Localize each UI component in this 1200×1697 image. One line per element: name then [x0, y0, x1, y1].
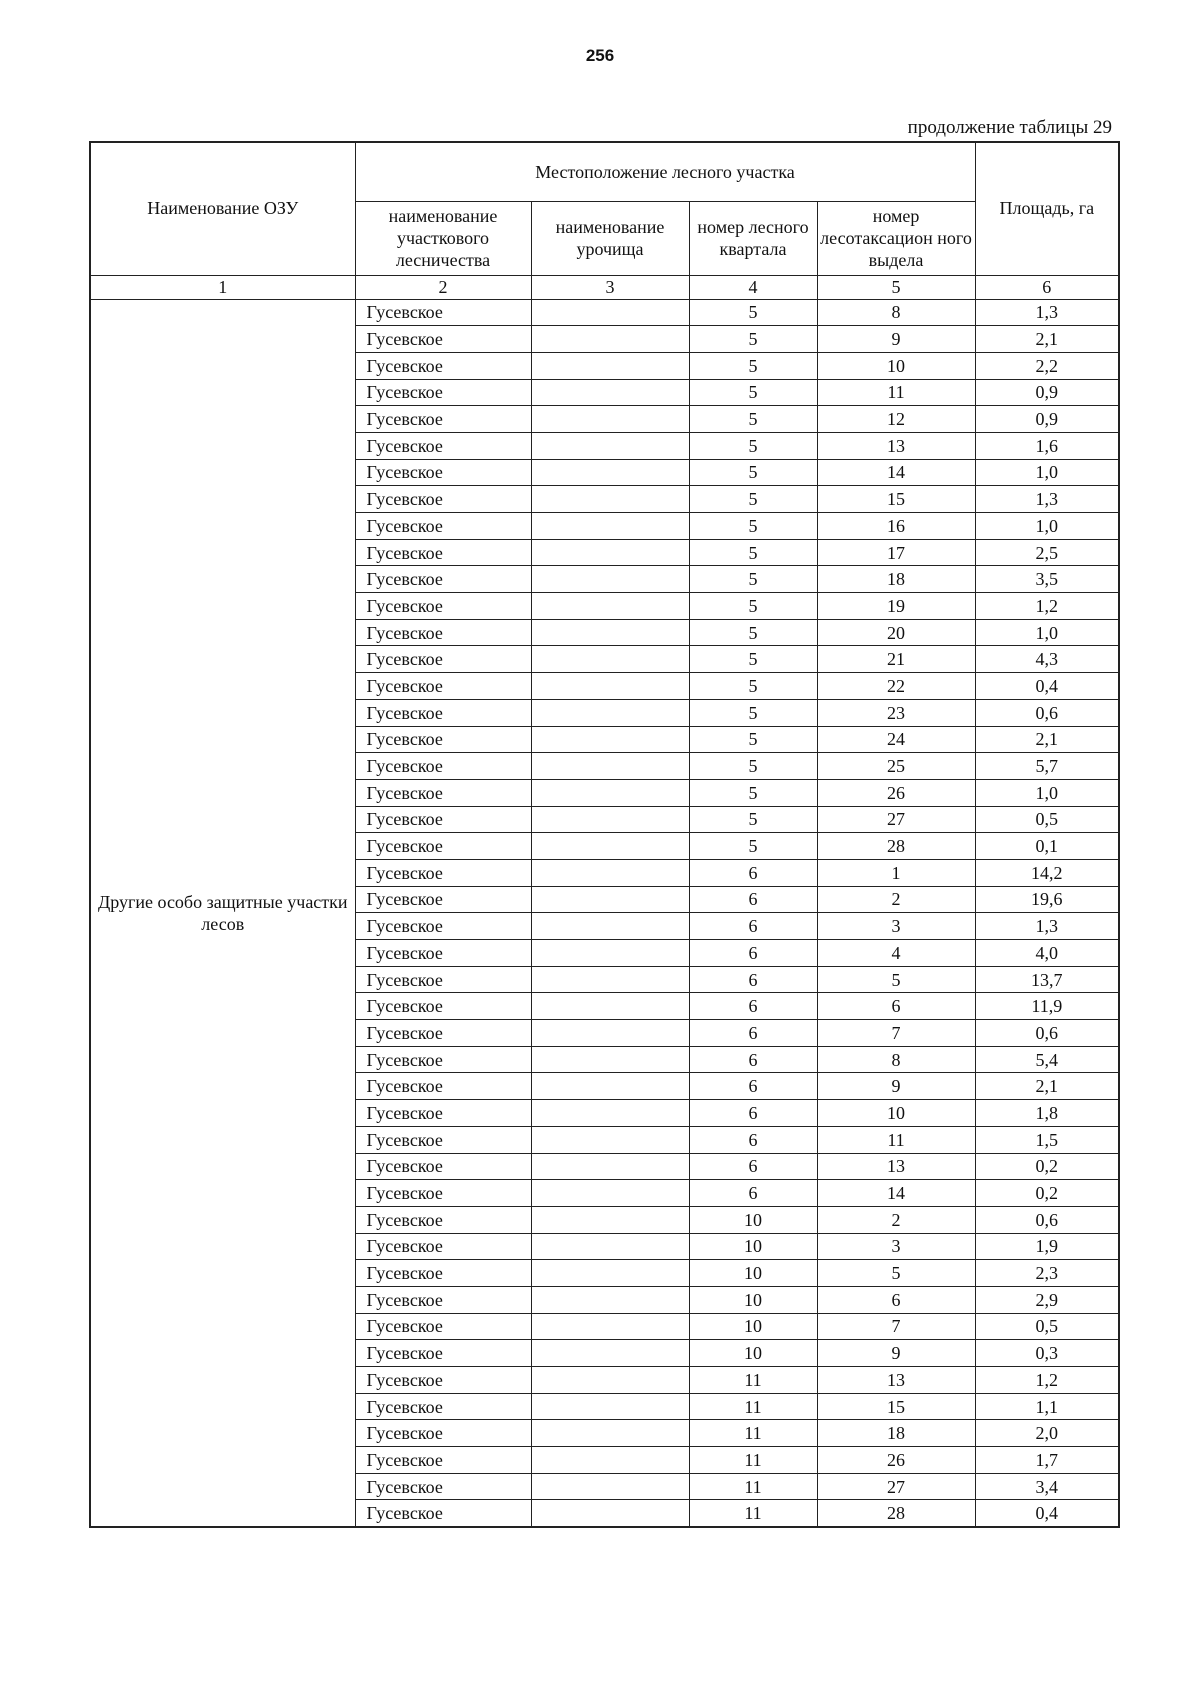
quarter-cell: 6 — [689, 1126, 817, 1153]
forestry-cell: Гусевское — [355, 806, 531, 833]
forestry-cell: Гусевское — [355, 1447, 531, 1474]
forestry-cell: Гусевское — [355, 1073, 531, 1100]
forestry-cell: Гусевское — [355, 646, 531, 673]
quarter-cell: 6 — [689, 966, 817, 993]
stand-cell: 13 — [817, 432, 975, 459]
quarter-cell: 10 — [689, 1286, 817, 1313]
table-row — [90, 299, 1119, 326]
area-cell: 2,5 — [975, 539, 1119, 566]
forestry-cell: Гусевское — [355, 833, 531, 860]
quarter-cell: 10 — [689, 1233, 817, 1260]
tract-cell — [531, 833, 689, 860]
area-cell: 1,7 — [975, 1447, 1119, 1474]
quarter-cell: 6 — [689, 1100, 817, 1127]
area-cell: 0,6 — [975, 1206, 1119, 1233]
quarter-cell: 5 — [689, 726, 817, 753]
tract-cell — [531, 1420, 689, 1447]
area-cell: 1,0 — [975, 779, 1119, 806]
area-cell: 1,2 — [975, 1367, 1119, 1394]
tract-cell — [531, 1100, 689, 1127]
area-cell: 1,2 — [975, 593, 1119, 620]
quarter-cell: 10 — [689, 1313, 817, 1340]
forestry-cell: Гусевское — [355, 379, 531, 406]
tract-cell — [531, 432, 689, 459]
stand-cell: 2 — [817, 886, 975, 913]
column-number: 2 — [355, 275, 531, 299]
stand-cell: 26 — [817, 779, 975, 806]
quarter-cell: 6 — [689, 1073, 817, 1100]
forestry-cell: Гусевское — [355, 459, 531, 486]
tract-cell — [531, 1340, 689, 1367]
forestry-cell: Гусевское — [355, 966, 531, 993]
tract-cell — [531, 1447, 689, 1474]
quarter-cell: 11 — [689, 1420, 817, 1447]
stand-cell: 5 — [817, 1260, 975, 1287]
tract-cell — [531, 753, 689, 780]
tract-cell — [531, 1073, 689, 1100]
forestry-cell: Гусевское — [355, 1420, 531, 1447]
quarter-cell: 5 — [689, 513, 817, 540]
quarter-cell: 5 — [689, 753, 817, 780]
forestry-cell: Гусевское — [355, 513, 531, 540]
forestry-cell: Гусевское — [355, 1046, 531, 1073]
stand-cell: 14 — [817, 459, 975, 486]
forestry-cell: Гусевское — [355, 993, 531, 1020]
quarter-cell: 6 — [689, 886, 817, 913]
tract-cell — [531, 966, 689, 993]
stand-cell: 8 — [817, 1046, 975, 1073]
area-cell: 0,9 — [975, 379, 1119, 406]
stand-cell: 24 — [817, 726, 975, 753]
tract-cell — [531, 699, 689, 726]
area-cell: 0,6 — [975, 1020, 1119, 1047]
forestry-cell: Гусевское — [355, 593, 531, 620]
tract-cell — [531, 566, 689, 593]
stand-cell: 10 — [817, 352, 975, 379]
stand-cell: 4 — [817, 940, 975, 967]
forestry-cell: Гусевское — [355, 1180, 531, 1207]
tract-cell — [531, 1286, 689, 1313]
tract-cell — [531, 1367, 689, 1394]
stand-cell: 12 — [817, 406, 975, 433]
area-cell: 2,2 — [975, 352, 1119, 379]
tract-cell — [531, 539, 689, 566]
quarter-cell: 11 — [689, 1500, 817, 1527]
tract-cell — [531, 486, 689, 513]
quarter-cell: 6 — [689, 1020, 817, 1047]
tract-cell — [531, 1473, 689, 1500]
area-cell: 0,3 — [975, 1340, 1119, 1367]
area-cell: 1,8 — [975, 1100, 1119, 1127]
forestry-cell: Гусевское — [355, 566, 531, 593]
area-cell: 0,6 — [975, 699, 1119, 726]
quarter-cell: 5 — [689, 352, 817, 379]
header-area: Площадь, га — [975, 142, 1119, 275]
stand-cell: 20 — [817, 619, 975, 646]
tract-cell — [531, 1500, 689, 1527]
quarter-cell: 5 — [689, 806, 817, 833]
header-ozu-name: Наименование ОЗУ — [90, 142, 355, 275]
forestry-cell: Гусевское — [355, 486, 531, 513]
tract-cell — [531, 646, 689, 673]
area-cell: 14,2 — [975, 859, 1119, 886]
header-location: Местоположение лесного участка — [355, 142, 975, 201]
header-stand: номер лесотаксацион ного выдела — [817, 201, 975, 275]
stand-cell: 6 — [817, 1286, 975, 1313]
quarter-cell: 5 — [689, 779, 817, 806]
area-cell: 5,7 — [975, 753, 1119, 780]
stand-cell: 28 — [817, 833, 975, 860]
forest-areas-table — [89, 141, 1120, 1528]
area-cell: 0,1 — [975, 833, 1119, 860]
stand-cell: 3 — [817, 1233, 975, 1260]
quarter-cell: 5 — [689, 539, 817, 566]
header-tract: наименование урочища — [531, 201, 689, 275]
forestry-cell: Гусевское — [355, 326, 531, 353]
forestry-cell: Гусевское — [355, 699, 531, 726]
area-cell: 0,5 — [975, 1313, 1119, 1340]
area-cell: 2,3 — [975, 1260, 1119, 1287]
forestry-cell: Гусевское — [355, 1313, 531, 1340]
forestry-cell: Гусевское — [355, 913, 531, 940]
stand-cell: 25 — [817, 753, 975, 780]
quarter-cell: 5 — [689, 326, 817, 353]
quarter-cell: 5 — [689, 593, 817, 620]
area-cell: 1,3 — [975, 486, 1119, 513]
quarter-cell: 6 — [689, 1153, 817, 1180]
tract-cell — [531, 1020, 689, 1047]
stand-cell: 7 — [817, 1313, 975, 1340]
quarter-cell: 5 — [689, 299, 817, 326]
forestry-cell: Гусевское — [355, 1100, 531, 1127]
quarter-cell: 5 — [689, 673, 817, 700]
tract-cell — [531, 1260, 689, 1287]
stand-cell: 11 — [817, 379, 975, 406]
ozu-name-cell: Другие особо защитные участки лесов — [90, 299, 355, 1527]
stand-cell: 27 — [817, 1473, 975, 1500]
stand-cell: 11 — [817, 1126, 975, 1153]
forestry-cell: Гусевское — [355, 406, 531, 433]
forestry-cell: Гусевское — [355, 1500, 531, 1527]
stand-cell: 21 — [817, 646, 975, 673]
area-cell: 2,1 — [975, 1073, 1119, 1100]
tract-cell — [531, 779, 689, 806]
area-cell: 0,4 — [975, 1500, 1119, 1527]
area-cell: 2,9 — [975, 1286, 1119, 1313]
column-number: 4 — [689, 275, 817, 299]
area-cell: 1,3 — [975, 913, 1119, 940]
quarter-cell: 6 — [689, 940, 817, 967]
forestry-cell: Гусевское — [355, 1393, 531, 1420]
area-cell: 13,7 — [975, 966, 1119, 993]
tract-cell — [531, 459, 689, 486]
page-number: 256 — [585, 46, 615, 65]
area-cell: 11,9 — [975, 993, 1119, 1020]
forestry-cell: Гусевское — [355, 886, 531, 913]
area-cell: 2,1 — [975, 326, 1119, 353]
quarter-cell: 5 — [689, 699, 817, 726]
tract-cell — [531, 299, 689, 326]
tract-cell — [531, 859, 689, 886]
area-cell: 1,0 — [975, 459, 1119, 486]
area-cell: 1,1 — [975, 1393, 1119, 1420]
area-cell: 4,3 — [975, 646, 1119, 673]
forestry-cell: Гусевское — [355, 1020, 531, 1047]
column-number: 3 — [531, 275, 689, 299]
quarter-cell: 10 — [689, 1206, 817, 1233]
tract-cell — [531, 513, 689, 540]
tract-cell — [531, 1153, 689, 1180]
tract-cell — [531, 993, 689, 1020]
quarter-cell: 5 — [689, 646, 817, 673]
forestry-cell: Гусевское — [355, 352, 531, 379]
area-cell: 1,9 — [975, 1233, 1119, 1260]
area-cell: 1,6 — [975, 432, 1119, 459]
tract-cell — [531, 1233, 689, 1260]
stand-cell: 23 — [817, 699, 975, 726]
stand-cell: 10 — [817, 1100, 975, 1127]
quarter-cell: 10 — [689, 1260, 817, 1287]
tract-cell — [531, 1126, 689, 1153]
tract-cell — [531, 593, 689, 620]
stand-cell: 9 — [817, 1340, 975, 1367]
table-body — [90, 299, 1119, 1527]
tract-cell — [531, 352, 689, 379]
area-cell: 1,5 — [975, 1126, 1119, 1153]
forestry-cell: Гусевское — [355, 1286, 531, 1313]
forestry-cell: Гусевское — [355, 1233, 531, 1260]
quarter-cell: 5 — [689, 566, 817, 593]
forestry-cell: Гусевское — [355, 1153, 531, 1180]
tract-cell — [531, 406, 689, 433]
stand-cell: 8 — [817, 299, 975, 326]
quarter-cell: 6 — [689, 859, 817, 886]
stand-cell: 5 — [817, 966, 975, 993]
quarter-cell: 6 — [689, 1180, 817, 1207]
forestry-cell: Гусевское — [355, 726, 531, 753]
stand-cell: 2 — [817, 1206, 975, 1233]
quarter-cell: 5 — [689, 406, 817, 433]
tract-cell — [531, 913, 689, 940]
quarter-cell: 11 — [689, 1367, 817, 1394]
stand-cell: 7 — [817, 1020, 975, 1047]
area-cell: 0,4 — [975, 673, 1119, 700]
tract-cell — [531, 1180, 689, 1207]
quarter-cell: 11 — [689, 1447, 817, 1474]
forestry-cell: Гусевское — [355, 1340, 531, 1367]
stand-cell: 13 — [817, 1153, 975, 1180]
stand-cell: 19 — [817, 593, 975, 620]
stand-cell: 14 — [817, 1180, 975, 1207]
tract-cell — [531, 726, 689, 753]
tract-cell — [531, 1046, 689, 1073]
header-forestry: наименование участкового лесничества — [355, 201, 531, 275]
tract-cell — [531, 619, 689, 646]
forestry-cell: Гусевское — [355, 1126, 531, 1153]
area-cell: 0,2 — [975, 1153, 1119, 1180]
column-number: 1 — [90, 275, 355, 299]
area-cell: 19,6 — [975, 886, 1119, 913]
stand-cell: 22 — [817, 673, 975, 700]
area-cell: 0,5 — [975, 806, 1119, 833]
tract-cell — [531, 1206, 689, 1233]
area-cell: 1,0 — [975, 619, 1119, 646]
tract-cell — [531, 673, 689, 700]
stand-cell: 1 — [817, 859, 975, 886]
stand-cell: 18 — [817, 566, 975, 593]
stand-cell: 9 — [817, 1073, 975, 1100]
tract-cell — [531, 1313, 689, 1340]
forestry-cell: Гусевское — [355, 1367, 531, 1394]
quarter-cell: 6 — [689, 993, 817, 1020]
quarter-cell: 5 — [689, 619, 817, 646]
column-number: 6 — [975, 275, 1119, 299]
area-cell: 0,9 — [975, 406, 1119, 433]
stand-cell: 15 — [817, 486, 975, 513]
area-cell: 1,0 — [975, 513, 1119, 540]
forestry-cell: Гусевское — [355, 753, 531, 780]
header-quarter: номер лесного квартала — [689, 201, 817, 275]
forestry-cell: Гусевское — [355, 619, 531, 646]
stand-cell: 16 — [817, 513, 975, 540]
stand-cell: 26 — [817, 1447, 975, 1474]
table-continuation-caption: продолжение таблицы 29 — [907, 117, 1112, 138]
area-cell: 4,0 — [975, 940, 1119, 967]
forestry-cell: Гусевское — [355, 299, 531, 326]
quarter-cell: 5 — [689, 379, 817, 406]
forestry-cell: Гусевское — [355, 432, 531, 459]
stand-cell: 27 — [817, 806, 975, 833]
quarter-cell: 5 — [689, 486, 817, 513]
stand-cell: 18 — [817, 1420, 975, 1447]
quarter-cell: 5 — [689, 833, 817, 860]
stand-cell: 9 — [817, 326, 975, 353]
quarter-cell: 6 — [689, 1046, 817, 1073]
forestry-cell: Гусевское — [355, 1473, 531, 1500]
forestry-cell: Гусевское — [355, 539, 531, 566]
quarter-cell: 5 — [689, 459, 817, 486]
tract-cell — [531, 379, 689, 406]
area-cell: 3,4 — [975, 1473, 1119, 1500]
area-cell: 3,5 — [975, 566, 1119, 593]
quarter-cell: 6 — [689, 913, 817, 940]
column-number: 5 — [817, 275, 975, 299]
quarter-cell: 11 — [689, 1473, 817, 1500]
area-cell: 2,1 — [975, 726, 1119, 753]
tract-cell — [531, 940, 689, 967]
tract-cell — [531, 1393, 689, 1420]
area-cell: 2,0 — [975, 1420, 1119, 1447]
stand-cell: 17 — [817, 539, 975, 566]
stand-cell: 28 — [817, 1500, 975, 1527]
area-cell: 0,2 — [975, 1180, 1119, 1207]
tract-cell — [531, 886, 689, 913]
stand-cell: 13 — [817, 1367, 975, 1394]
forestry-cell: Гусевское — [355, 1206, 531, 1233]
forestry-cell: Гусевское — [355, 940, 531, 967]
forestry-cell: Гусевское — [355, 859, 531, 886]
area-cell: 1,3 — [975, 299, 1119, 326]
quarter-cell: 10 — [689, 1340, 817, 1367]
forestry-cell: Гусевское — [355, 1260, 531, 1287]
forestry-cell: Гусевское — [355, 779, 531, 806]
quarter-cell: 11 — [689, 1393, 817, 1420]
stand-cell: 15 — [817, 1393, 975, 1420]
forestry-cell: Гусевское — [355, 673, 531, 700]
stand-cell: 3 — [817, 913, 975, 940]
quarter-cell: 5 — [689, 432, 817, 459]
tract-cell — [531, 326, 689, 353]
stand-cell: 6 — [817, 993, 975, 1020]
tract-cell — [531, 806, 689, 833]
area-cell: 5,4 — [975, 1046, 1119, 1073]
